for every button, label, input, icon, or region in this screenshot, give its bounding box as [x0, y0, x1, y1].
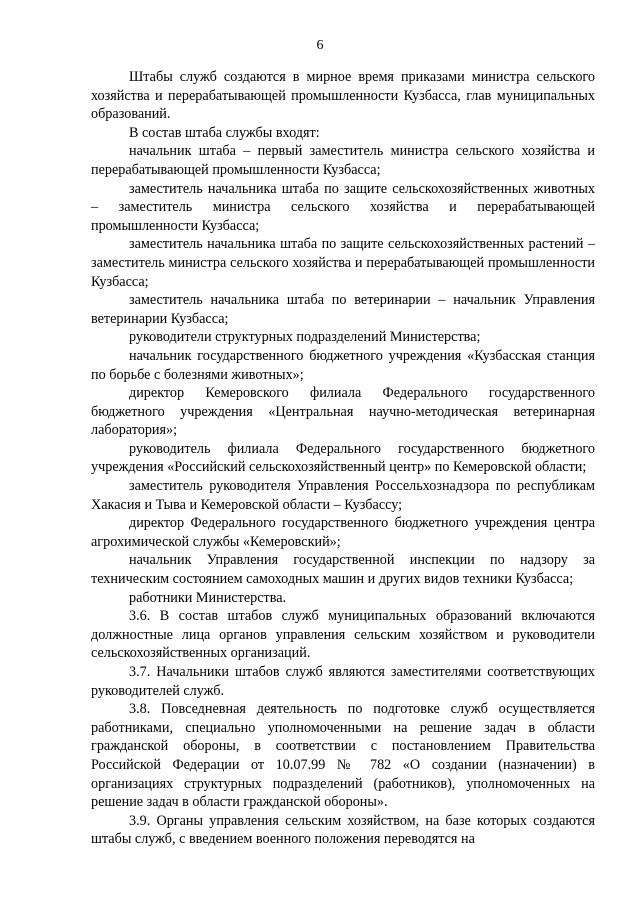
paragraph: руководители структурных подразделений Министерства;	[129, 329, 481, 346]
paragraph: Штабы служб создаются в мирное время приказами министра сельского хозяйства и перерабатывающей промышленности Кузбасса, глав муниципальных образований.	[91, 69, 595, 123]
paragraph: 3.9. Органы управления сельским хозяйством, на базе которых создаются штабы служб, с введением военного положения переводятся на	[91, 812, 595, 848]
paragraph: заместитель начальника штаба по ветеринарии – начальник Управления ветеринарии Кузбасса;	[91, 292, 595, 327]
paragraph: работники Министерства.	[129, 589, 287, 606]
paragraph: начальник Управления государственной инспекции по надзору за техническим состоянием самоходных машин и других видов техники Кузбасса;	[91, 552, 595, 588]
paragraph: 3.6. В состав штабов служб муниципальных образований включаются должностные лица органов управления сельским хозяйством и руководители сельскохозяйственных организаций.	[91, 608, 595, 662]
paragraph: заместитель начальника штаба по защите сельскохозяйственных животных – заместитель министра сельского хозяйства и перерабатывающей промышленности Кузбасса;	[91, 180, 595, 234]
paragraph: 3.8. Повседневная деятельность по подготовке служб осуществляется работниками, специально уполномоченными на решение задач в области гражданской обороны, в соответствии с постановлением Правительства Российской Федерации от 10.07.99 № 782 «О создании (назначении) в организациях структурных подразделений (работников), уполномоченных на решение задач в области гражданской обороны».	[91, 701, 595, 811]
paragraph: заместитель руководителя Управления Россельхознадзора по республикам Хакасия и Тыва и Кемеровской области – Кузбассу;	[91, 478, 595, 513]
paragraph: начальник штаба – первый заместитель министра сельского хозяйства и перерабатывающей промышленности Кузбасса;	[91, 143, 595, 178]
page-number: 6	[316, 38, 324, 53]
paragraph: директор Федерального государственного бюджетного учреждения центра агрохимической службы «Кемеровский»;	[91, 515, 595, 550]
paragraph: руководитель филиала Федерального государственного бюджетного учреждения «Российский сельскохозяйственный центр» по Кемеровской области;	[91, 440, 595, 476]
paragraph: начальник государственного бюджетного учреждения «Кузбасская станция по борьбе с болезнями животных»;	[91, 347, 595, 383]
paragraph: заместитель начальника штаба по защите сельскохозяйственных растений – заместитель министра сельского хозяйства и перерабатывающей промышленности Кузбасса;	[91, 236, 595, 290]
paragraph: В состав штаба службы входят:	[129, 124, 320, 141]
paragraph: 3.7. Начальники штабов служб являются заместителями соответствующих руководителей служб.	[91, 664, 595, 699]
document-body	[91, 68, 595, 849]
paragraph: директор Кемеровского филиала Федерального государственного бюджетного учреждения «Центральная научно-методическая ветеринарная лаборатория»;	[91, 385, 595, 439]
